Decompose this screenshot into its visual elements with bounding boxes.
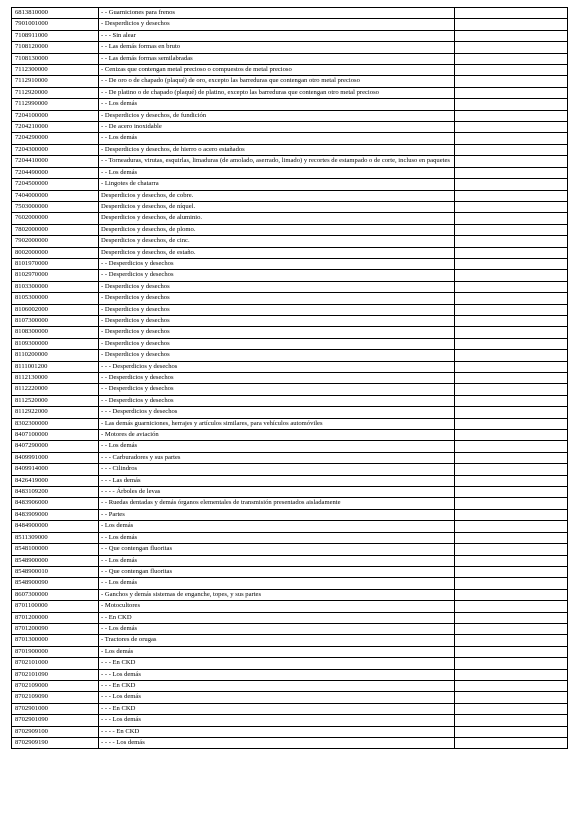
empty-cell <box>455 76 568 87</box>
tariff-code-cell: 8002000000 <box>12 247 99 258</box>
description-cell: - - - Los demás <box>99 692 455 703</box>
tariff-code-cell: 8105300000 <box>12 293 99 304</box>
tariff-code-cell: 7112920000 <box>12 87 99 98</box>
table-row <box>12 680 568 691</box>
description-cell: - - De oro o de chapado (plaqué) de oro, excepto las barreduras que contengan otro metal precioso <box>99 76 455 87</box>
empty-cell <box>455 544 568 555</box>
description-cell: - - Que contengan fluoritas <box>99 544 455 555</box>
table-row <box>12 179 568 190</box>
tariff-code-cell: 8102970000 <box>12 270 99 281</box>
empty-cell <box>455 167 568 178</box>
empty-cell <box>455 566 568 577</box>
empty-cell <box>455 236 568 247</box>
empty-cell <box>455 281 568 292</box>
empty-cell <box>455 487 568 498</box>
tariff-code-cell: 8112520000 <box>12 395 99 406</box>
tariff-code-cell: 8511309000 <box>12 532 99 543</box>
table-row <box>12 464 568 475</box>
table-row <box>12 544 568 555</box>
empty-cell <box>455 30 568 41</box>
tariff-code-cell: 8702109000 <box>12 680 99 691</box>
table-row <box>12 315 568 326</box>
description-cell: - - De platino o de chapado (plaqué) de platino, excepto las barreduras que contengan otro metal precioso <box>99 87 455 98</box>
empty-cell <box>455 452 568 463</box>
description-cell: - Motores de aviación <box>99 430 455 441</box>
empty-cell <box>455 578 568 589</box>
description-cell: - - Desperdicios y desechos <box>99 373 455 384</box>
empty-cell <box>455 304 568 315</box>
table-row <box>12 475 568 486</box>
tariff-code-cell: 8702909100 <box>12 726 99 737</box>
empty-cell <box>455 258 568 269</box>
table-row <box>12 190 568 201</box>
table-row <box>12 53 568 64</box>
empty-cell <box>455 623 568 634</box>
table-row <box>12 30 568 41</box>
table-row <box>12 293 568 304</box>
table-row <box>12 304 568 315</box>
table-row <box>12 281 568 292</box>
tariff-code-cell: 8701300000 <box>12 635 99 646</box>
description-cell: - - Los demás <box>99 441 455 452</box>
tariff-code-cell: 8409914000 <box>12 464 99 475</box>
empty-cell <box>455 441 568 452</box>
description-cell: - - Los demás <box>99 555 455 566</box>
table-row <box>12 8 568 19</box>
description-cell: - Motocultores <box>99 601 455 612</box>
table-row <box>12 646 568 657</box>
tariff-code-cell: 8702101090 <box>12 669 99 680</box>
description-cell: Desperdicios y desechos, de níquel. <box>99 201 455 212</box>
description-cell: - - De acero inoxidable <box>99 122 455 133</box>
tariff-code-cell: 7204490000 <box>12 167 99 178</box>
tariff-code-cell: 8483909000 <box>12 509 99 520</box>
description-cell: - - Desperdicios y desechos <box>99 384 455 395</box>
table-row <box>12 133 568 144</box>
description-cell: - - Los demás <box>99 532 455 543</box>
empty-cell <box>455 589 568 600</box>
table-row <box>12 395 568 406</box>
empty-cell <box>455 521 568 532</box>
tariff-code-cell: 8548900010 <box>12 566 99 577</box>
tariff-code-cell: 7204100000 <box>12 110 99 121</box>
table-row <box>12 42 568 53</box>
empty-cell <box>455 293 568 304</box>
description-cell: - - Los demás <box>99 99 455 110</box>
description-cell: Desperdicios y desechos, de plomo. <box>99 224 455 235</box>
empty-cell <box>455 110 568 121</box>
table-row <box>12 65 568 76</box>
description-cell: - - - En CKD <box>99 658 455 669</box>
tariff-code-cell: 7112990000 <box>12 99 99 110</box>
description-cell: - - - Sin alear <box>99 30 455 41</box>
tariff-code-cell: 8548900090 <box>12 578 99 589</box>
description-cell: Desperdicios y desechos, de cinc. <box>99 236 455 247</box>
table-row <box>12 407 568 418</box>
tariff-code-cell: 8702101000 <box>12 658 99 669</box>
description-cell: - Tractores de orugas <box>99 635 455 646</box>
tariff-code-cell: 8112220000 <box>12 384 99 395</box>
empty-cell <box>455 384 568 395</box>
tariff-code-cell: 8107300000 <box>12 315 99 326</box>
empty-cell <box>455 179 568 190</box>
table-row <box>12 418 568 429</box>
empty-cell <box>455 99 568 110</box>
empty-cell <box>455 247 568 258</box>
tariff-code-cell: 8106002000 <box>12 304 99 315</box>
description-cell: - Desperdicios y desechos <box>99 19 455 30</box>
tariff-code-cell: 7112910000 <box>12 76 99 87</box>
description-cell: - - - Cilindros <box>99 464 455 475</box>
description-cell: - Desperdicios y desechos <box>99 304 455 315</box>
table-row <box>12 270 568 281</box>
empty-cell <box>455 373 568 384</box>
table-row <box>12 430 568 441</box>
tariff-code-cell: 8548100000 <box>12 544 99 555</box>
tariff-code-cell: 7204410000 <box>12 156 99 167</box>
description-cell: - Ganchos y demás sistemas de enganche, topes, y sus partes <box>99 589 455 600</box>
tariff-code-cell: 6813810000 <box>12 8 99 19</box>
description-cell: - - Ruedas dentadas y demás órganos elementales de transmisión presentados aisladamente <box>99 498 455 509</box>
empty-cell <box>455 201 568 212</box>
empty-cell <box>455 509 568 520</box>
table-row <box>12 201 568 212</box>
description-cell: - - - Carburadores y sus partes <box>99 452 455 463</box>
empty-cell <box>455 601 568 612</box>
description-cell: - - Los demás <box>99 133 455 144</box>
description-cell: - Cenizas que contengan metal precioso o compuestos de metal precioso <box>99 65 455 76</box>
empty-cell <box>455 122 568 133</box>
empty-cell <box>455 646 568 657</box>
tariff-code-cell: 8702109090 <box>12 692 99 703</box>
tariff-code-cell: 8701200090 <box>12 623 99 634</box>
table-row <box>12 601 568 612</box>
description-cell: - - Las demás formas en bruto <box>99 42 455 53</box>
table-row <box>12 715 568 726</box>
description-cell: - Lingotes de chatarra <box>99 179 455 190</box>
description-cell: - Las demás guarniciones, herrajes y artículos similares, para vehículos automóviles <box>99 418 455 429</box>
tariff-table-body <box>12 8 568 749</box>
tariff-code-cell: 8409991000 <box>12 452 99 463</box>
empty-cell <box>455 190 568 201</box>
description-cell: - Desperdicios y desechos <box>99 350 455 361</box>
tariff-code-cell: 8111001200 <box>12 361 99 372</box>
table-row <box>12 99 568 110</box>
empty-cell <box>455 464 568 475</box>
empty-cell <box>455 87 568 98</box>
description-cell: - - - Los demás <box>99 715 455 726</box>
tariff-code-cell: 7503000000 <box>12 201 99 212</box>
tariff-code-cell: 7204290000 <box>12 133 99 144</box>
tariff-table <box>11 7 568 749</box>
tariff-code-cell: 8483906000 <box>12 498 99 509</box>
empty-cell <box>455 555 568 566</box>
empty-cell <box>455 498 568 509</box>
tariff-code-cell: 8701900000 <box>12 646 99 657</box>
description-cell: Desperdicios y desechos, de aluminio. <box>99 213 455 224</box>
table-row <box>12 144 568 155</box>
table-row <box>12 623 568 634</box>
description-cell: - - - - Árboles de levas <box>99 487 455 498</box>
description-cell: - - Guarniciones para frenos <box>99 8 455 19</box>
description-cell: - Desperdicios y desechos <box>99 281 455 292</box>
empty-cell <box>455 532 568 543</box>
table-row <box>12 213 568 224</box>
table-row <box>12 224 568 235</box>
tariff-table-page <box>11 7 567 749</box>
empty-cell <box>455 680 568 691</box>
description-cell: - - - - En CKD <box>99 726 455 737</box>
empty-cell <box>455 156 568 167</box>
description-cell: - Desperdicios y desechos <box>99 315 455 326</box>
description-cell: - - - Desperdicios y desechos <box>99 361 455 372</box>
description-cell: - Los demás <box>99 646 455 657</box>
description-cell: - - Las demás formas semilabradas <box>99 53 455 64</box>
table-row <box>12 726 568 737</box>
empty-cell <box>455 692 568 703</box>
table-row <box>12 692 568 703</box>
table-row <box>12 532 568 543</box>
empty-cell <box>455 19 568 30</box>
table-row <box>12 384 568 395</box>
empty-cell <box>455 213 568 224</box>
table-row <box>12 327 568 338</box>
tariff-code-cell: 8484900000 <box>12 521 99 532</box>
description-cell: - - Los demás <box>99 578 455 589</box>
description-cell: - - En CKD <box>99 612 455 623</box>
empty-cell <box>455 133 568 144</box>
table-row <box>12 156 568 167</box>
empty-cell <box>455 703 568 714</box>
table-row <box>12 555 568 566</box>
table-row <box>12 487 568 498</box>
description-cell: - - Los demás <box>99 623 455 634</box>
tariff-code-cell: 7901001000 <box>12 19 99 30</box>
description-cell: - - Desperdicios y desechos <box>99 270 455 281</box>
description-cell: Desperdicios y desechos, de cobre. <box>99 190 455 201</box>
tariff-code-cell: 7902000000 <box>12 236 99 247</box>
description-cell: - - - - Los demás <box>99 738 455 749</box>
tariff-code-cell: 8112922000 <box>12 407 99 418</box>
description-cell: - - Que contengan fluoritas <box>99 566 455 577</box>
empty-cell <box>455 475 568 486</box>
tariff-code-cell: 7108120000 <box>12 42 99 53</box>
empty-cell <box>455 42 568 53</box>
table-row <box>12 338 568 349</box>
description-cell: - - Torneaduras, virutas, esquirlas, limaduras (de amolado, aserrado, limado) y recortes de estampado o de corte, incluso en paquetes <box>99 156 455 167</box>
table-row <box>12 122 568 133</box>
table-row <box>12 361 568 372</box>
tariff-code-cell: 8407100000 <box>12 430 99 441</box>
table-row <box>12 87 568 98</box>
empty-cell <box>455 612 568 623</box>
tariff-code-cell: 7108130000 <box>12 53 99 64</box>
description-cell: - Desperdicios y desechos <box>99 327 455 338</box>
tariff-code-cell: 8108300000 <box>12 327 99 338</box>
tariff-code-cell: 8302300000 <box>12 418 99 429</box>
empty-cell <box>455 144 568 155</box>
empty-cell <box>455 224 568 235</box>
empty-cell <box>455 65 568 76</box>
table-row <box>12 350 568 361</box>
table-row <box>12 521 568 532</box>
table-row <box>12 258 568 269</box>
description-cell: - Desperdicios y desechos, de hierro o acero estañados <box>99 144 455 155</box>
table-row <box>12 247 568 258</box>
table-row <box>12 703 568 714</box>
tariff-code-cell: 8701200000 <box>12 612 99 623</box>
empty-cell <box>455 327 568 338</box>
empty-cell <box>455 8 568 19</box>
tariff-code-cell: 8701100000 <box>12 601 99 612</box>
tariff-code-cell: 8109300000 <box>12 338 99 349</box>
tariff-code-cell: 8483109200 <box>12 487 99 498</box>
tariff-code-cell: 8702901000 <box>12 703 99 714</box>
table-row <box>12 566 568 577</box>
tariff-code-cell: 8407290000 <box>12 441 99 452</box>
tariff-code-cell: 8426419000 <box>12 475 99 486</box>
description-cell: - Desperdicios y desechos, de fundición <box>99 110 455 121</box>
tariff-code-cell: 8548900000 <box>12 555 99 566</box>
table-row <box>12 635 568 646</box>
tariff-code-cell: 8702909190 <box>12 738 99 749</box>
empty-cell <box>455 715 568 726</box>
table-row <box>12 167 568 178</box>
tariff-code-cell: 8607300000 <box>12 589 99 600</box>
tariff-code-cell: 7802000000 <box>12 224 99 235</box>
tariff-code-cell: 8702901090 <box>12 715 99 726</box>
table-row <box>12 452 568 463</box>
description-cell: - Desperdicios y desechos <box>99 338 455 349</box>
table-row <box>12 236 568 247</box>
description-cell: - - Los demás <box>99 167 455 178</box>
empty-cell <box>455 407 568 418</box>
table-row <box>12 19 568 30</box>
table-row <box>12 669 568 680</box>
tariff-code-cell: 7602000000 <box>12 213 99 224</box>
tariff-code-cell: 8110200000 <box>12 350 99 361</box>
description-cell: - Los demás <box>99 521 455 532</box>
tariff-code-cell: 8112130000 <box>12 373 99 384</box>
table-row <box>12 589 568 600</box>
table-row <box>12 658 568 669</box>
table-row <box>12 612 568 623</box>
table-row <box>12 498 568 509</box>
table-row <box>12 110 568 121</box>
description-cell: - - - En CKD <box>99 703 455 714</box>
tariff-code-cell: 8101970000 <box>12 258 99 269</box>
empty-cell <box>455 635 568 646</box>
description-cell: - - Desperdicios y desechos <box>99 395 455 406</box>
tariff-code-cell: 7204210000 <box>12 122 99 133</box>
empty-cell <box>455 270 568 281</box>
tariff-code-cell: 7108911000 <box>12 30 99 41</box>
description-cell: - - - Los demás <box>99 669 455 680</box>
table-row <box>12 76 568 87</box>
table-row <box>12 578 568 589</box>
description-cell: - - - En CKD <box>99 680 455 691</box>
empty-cell <box>455 430 568 441</box>
description-cell: - - Desperdicios y desechos <box>99 258 455 269</box>
empty-cell <box>455 669 568 680</box>
table-row <box>12 509 568 520</box>
empty-cell <box>455 738 568 749</box>
tariff-code-cell: 8103300000 <box>12 281 99 292</box>
empty-cell <box>455 53 568 64</box>
table-row <box>12 373 568 384</box>
tariff-code-cell: 7112300000 <box>12 65 99 76</box>
description-cell: - - Partes <box>99 509 455 520</box>
empty-cell <box>455 350 568 361</box>
empty-cell <box>455 658 568 669</box>
empty-cell <box>455 315 568 326</box>
empty-cell <box>455 726 568 737</box>
tariff-code-cell: 7204300000 <box>12 144 99 155</box>
empty-cell <box>455 395 568 406</box>
description-cell: - - - Desperdicios y desechos <box>99 407 455 418</box>
description-cell: Desperdicios y desechos, de estaño. <box>99 247 455 258</box>
description-cell: - - - Las demás <box>99 475 455 486</box>
empty-cell <box>455 338 568 349</box>
description-cell: - Desperdicios y desechos <box>99 293 455 304</box>
tariff-code-cell: 7404000000 <box>12 190 99 201</box>
tariff-code-cell: 7204500000 <box>12 179 99 190</box>
empty-cell <box>455 418 568 429</box>
table-row <box>12 441 568 452</box>
empty-cell <box>455 361 568 372</box>
table-row <box>12 738 568 749</box>
